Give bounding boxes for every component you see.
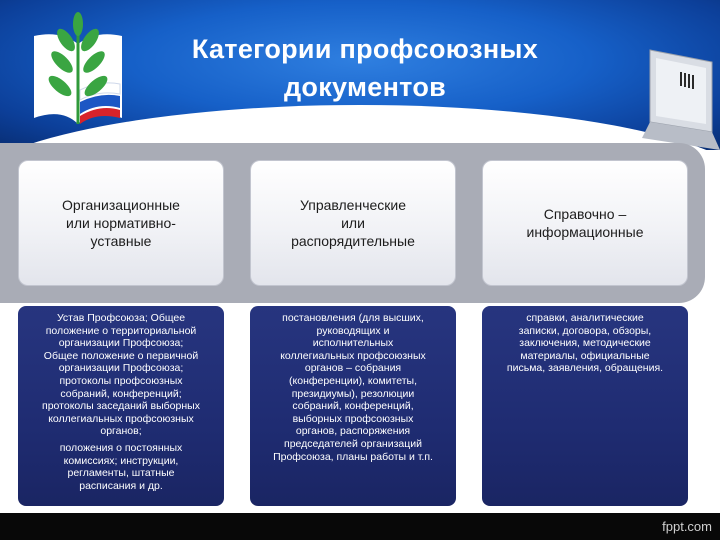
category-card-reference [482, 160, 688, 286]
category-heading: Организационные или нормативно- уставные [62, 197, 180, 249]
category-card-administrative [250, 160, 456, 286]
category-heading: Справочно – информационные [526, 206, 644, 240]
category-card-organizational [18, 160, 224, 286]
union-logo-icon [22, 6, 134, 134]
description-card-reference [482, 306, 688, 506]
title-line-1: Категории профсоюзных [191, 34, 539, 64]
slide-footer [0, 513, 720, 540]
category-heading: Управленческие или распорядительные [291, 197, 415, 249]
description-paragraph: постановления (для высших, руководящих и исполнительных коллегиальных профсоюзных органов – собрания (конференции), комитеты, президиумы), резолюции собраний, конференций, выборных профсоюзных органов, распоряжения председателей организаций Профсоюза, планы работы и т.п. [273, 312, 433, 463]
title-line-2: документов [283, 72, 447, 102]
laptop-icon [640, 40, 720, 150]
slide-title [150, 30, 580, 106]
description-card-organizational [18, 306, 224, 506]
description-paragraph: справки, аналитические записки, договора, обзоры, заключения, методические материалы, официальные письма, заявления, обращения. [506, 312, 664, 375]
description-paragraph: Устав Профсоюза; Общее положение о территориальной организации Профсоюза; Общее положение о первичной организации Профсоюза; протоколы профсоюзных собраний, конференций; протоколы заседаний выборных коллегиальных профсоюзных органов; [42, 312, 200, 438]
slide-header [0, 0, 720, 150]
description-paragraph: положения о постоянных комиссиях; инструкции, регламенты, штатные расписания и др. [59, 441, 183, 492]
brand-label: fppt.com [662, 519, 712, 534]
description-card-administrative [250, 306, 456, 506]
